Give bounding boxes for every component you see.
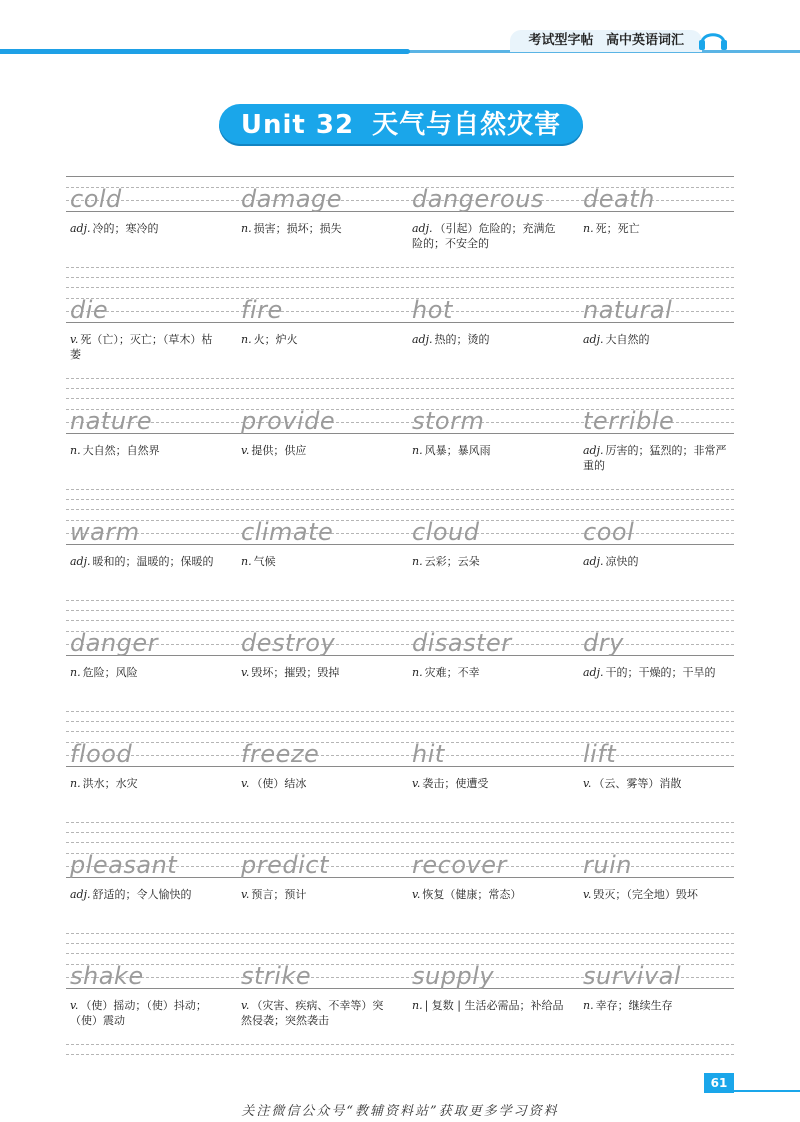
definition-text: （使）摇动；（使）抖动；（使）震动 (70, 999, 207, 1027)
definition-text: （云、雾等）消散 (593, 777, 682, 790)
word-tracing-text: provide (241, 407, 336, 435)
definition-text: 冷的；寒冷的 (92, 222, 159, 235)
part-of-speech: v. (241, 666, 250, 679)
part-of-speech: v. (241, 999, 250, 1012)
guide-line (66, 943, 734, 944)
word-entry (579, 176, 744, 266)
word-definition (241, 221, 393, 236)
word-definition (241, 887, 393, 902)
definition-text: 危险；风险 (82, 666, 138, 679)
part-of-speech: v. (583, 888, 592, 901)
word-entry (237, 509, 402, 599)
unit-topic: 天气与自然灾害 (372, 110, 562, 140)
part-of-speech: v. (70, 333, 79, 346)
part-of-speech: adj. (70, 222, 91, 235)
unit-title (219, 104, 583, 146)
word-entry (237, 842, 402, 932)
guide-line (66, 610, 734, 611)
word-definition (70, 221, 222, 236)
definition-text: 风暴；暴风雨 (424, 444, 491, 457)
definition-text: 预言；预计 (251, 888, 307, 901)
guide-line (66, 489, 734, 490)
word-entry (66, 398, 231, 488)
definition-text: 毁坏；摧毁；毁掉 (251, 666, 340, 679)
word-definition (241, 443, 393, 458)
word-definition (70, 665, 222, 680)
word-tracing-text: predict (241, 851, 329, 879)
word-definition (241, 998, 393, 1028)
guide-line (66, 711, 734, 712)
part-of-speech: adj. (583, 666, 604, 679)
headphones-icon (697, 26, 729, 52)
word-entry (237, 176, 402, 266)
part-of-speech: n. (412, 999, 423, 1012)
word-tracing-text: warm (70, 518, 140, 546)
word-tracing-text: survival (583, 962, 682, 990)
definition-text: 死；死亡 (595, 222, 640, 235)
guide-line (66, 388, 734, 389)
word-definition (412, 443, 564, 458)
word-entry (66, 842, 231, 932)
word-definition (583, 221, 735, 236)
word-tracing-text: cloud (412, 518, 480, 546)
word-entry (237, 287, 402, 377)
word-entry (408, 620, 573, 710)
word-entry (408, 176, 573, 266)
part-of-speech: n. (241, 555, 252, 568)
page-number: 61 (704, 1073, 734, 1093)
word-row (66, 509, 734, 620)
word-tracing-text: damage (241, 185, 343, 213)
header-label-primary: 考试型字帖 (528, 33, 594, 48)
part-of-speech: adj. (412, 222, 433, 235)
word-tracing-text: freeze (241, 740, 320, 768)
part-of-speech: adj. (583, 333, 604, 346)
word-definition (412, 776, 564, 791)
word-tracing-text: cold (70, 185, 122, 213)
header-label-secondary: 高中英语词汇 (605, 33, 684, 48)
vocabulary-grid (66, 176, 734, 1064)
word-tracing-text: storm (412, 407, 485, 435)
word-definition (583, 554, 735, 569)
word-tracing-text: strike (241, 962, 312, 990)
word-definition (241, 776, 393, 791)
word-entry (237, 953, 402, 1043)
word-definition (70, 554, 222, 569)
part-of-speech: v. (241, 777, 250, 790)
definition-text: 大自然的 (605, 333, 650, 346)
part-of-speech: n. (70, 666, 81, 679)
word-entry (408, 731, 573, 821)
word-definition (583, 887, 735, 902)
part-of-speech: adj. (583, 555, 604, 568)
part-of-speech: n. (583, 999, 594, 1012)
word-row (66, 620, 734, 731)
word-entry (66, 731, 231, 821)
word-definition (583, 443, 735, 473)
guide-line (66, 832, 734, 833)
guide-line (66, 822, 734, 823)
word-tracing-text: terrible (583, 407, 675, 435)
word-entry (237, 398, 402, 488)
part-of-speech: n. (70, 444, 81, 457)
definition-text: 凉快的 (605, 555, 639, 568)
word-definition (70, 332, 222, 362)
word-row (66, 398, 734, 509)
word-tracing-text: destroy (241, 629, 336, 657)
definition-text: 袭击；使遭受 (422, 777, 489, 790)
definition-text: （灾害、疾病、不幸等）突然侵袭；突然袭击 (241, 999, 384, 1027)
word-row (66, 842, 734, 953)
definition-text: 大自然；自然界 (82, 444, 160, 457)
definition-text: 热的；烫的 (434, 333, 490, 346)
word-row (66, 953, 734, 1064)
footer-note: 关注微信公众号“教辅资料站”获取更多学习资料 (241, 1104, 559, 1119)
word-definition (70, 887, 222, 902)
guide-line (66, 933, 734, 934)
part-of-speech: v. (70, 999, 79, 1012)
part-of-speech: adj. (412, 333, 433, 346)
guide-line (66, 1044, 734, 1045)
word-entry (237, 620, 402, 710)
part-of-speech: adj. (70, 888, 91, 901)
word-entry (408, 287, 573, 377)
part-of-speech: v. (583, 777, 592, 790)
word-definition (583, 332, 735, 347)
word-tracing-text: fire (241, 296, 283, 324)
definition-text: （引起）危险的；充满危险的；不安全的 (412, 222, 556, 250)
word-row (66, 176, 734, 287)
word-definition (70, 776, 222, 791)
word-tracing-text: hit (412, 740, 445, 768)
word-tracing-text: shake (70, 962, 144, 990)
guide-line (66, 267, 734, 268)
word-definition (412, 665, 564, 680)
word-tracing-text: supply (412, 962, 495, 990)
definition-text: （使）结冰 (251, 777, 307, 790)
word-definition (70, 443, 222, 458)
word-tracing-text: flood (70, 740, 133, 768)
word-row (66, 287, 734, 398)
word-entry (66, 287, 231, 377)
part-of-speech: n. (241, 333, 252, 346)
word-definition (583, 776, 735, 791)
definition-text: 云彩；云朵 (424, 555, 480, 568)
part-of-speech: adj. (583, 444, 604, 457)
part-of-speech: n. (583, 222, 594, 235)
header-label (510, 30, 702, 52)
word-entry (408, 842, 573, 932)
unit-number: Unit 32 (240, 110, 355, 140)
part-of-speech: n. (412, 666, 423, 679)
guide-line (66, 499, 734, 500)
part-of-speech: n. (241, 222, 252, 235)
word-definition (70, 998, 222, 1028)
definition-text: 洪水；水灾 (82, 777, 138, 790)
word-entry (66, 176, 231, 266)
word-definition (583, 998, 735, 1013)
word-entry (579, 731, 744, 821)
word-entry (408, 398, 573, 488)
word-tracing-text: disaster (412, 629, 512, 657)
word-tracing-text: dry (583, 629, 624, 657)
word-tracing-text: lift (583, 740, 617, 768)
guide-line (66, 721, 734, 722)
word-entry (408, 509, 573, 599)
word-definition (412, 887, 564, 902)
word-definition (241, 554, 393, 569)
word-definition (412, 221, 564, 251)
word-tracing-text: hot (412, 296, 453, 324)
definition-text: 气候 (253, 555, 276, 568)
definition-text: 舒适的；令人愉快的 (92, 888, 192, 901)
word-definition (412, 998, 564, 1013)
word-entry (237, 731, 402, 821)
guide-line (66, 277, 734, 278)
word-entry (66, 509, 231, 599)
guide-line (66, 1054, 734, 1055)
word-definition (412, 554, 564, 569)
word-tracing-text: natural (583, 296, 673, 324)
definition-text: 干的；干燥的；干旱的 (605, 666, 716, 679)
definition-text: 毁灭；（完全地）毁坏 (593, 888, 698, 901)
part-of-speech: v. (412, 888, 421, 901)
part-of-speech: n. (70, 777, 81, 790)
part-of-speech: v. (412, 777, 421, 790)
word-entry (66, 620, 231, 710)
part-of-speech: adj. (70, 555, 91, 568)
word-tracing-text: climate (241, 518, 334, 546)
part-of-speech: n. (412, 555, 423, 568)
definition-text: 恢复（健康；常态） (422, 888, 522, 901)
word-definition (583, 665, 735, 680)
footer-rule (734, 1090, 800, 1092)
part-of-speech: v. (241, 444, 250, 457)
word-entry (408, 953, 573, 1043)
definition-text: 厉害的；猛烈的；非常严重的 (583, 444, 727, 472)
definition-text: | 复数 | 生活必需品；补给品 (424, 999, 564, 1012)
word-tracing-text: die (70, 296, 109, 324)
definition-text: 提供；供应 (251, 444, 307, 457)
word-entry (579, 398, 744, 488)
word-row (66, 731, 734, 842)
definition-text: 损害；损坏；损失 (253, 222, 342, 235)
word-tracing-text: ruin (583, 851, 632, 879)
word-tracing-text: recover (412, 851, 507, 879)
guide-line (66, 378, 734, 379)
header-accent-bar (0, 49, 410, 54)
word-entry (579, 953, 744, 1043)
word-entry (579, 287, 744, 377)
definition-text: 暖和的；温暖的；保暖的 (92, 555, 214, 568)
definition-text: 死（亡）；灭亡；（草木）枯萎 (70, 333, 213, 361)
word-definition (241, 665, 393, 680)
part-of-speech: v. (241, 888, 250, 901)
word-definition (412, 332, 564, 347)
word-tracing-text: danger (70, 629, 159, 657)
definition-text: 火；炉火 (253, 333, 298, 346)
word-tracing-text: death (583, 185, 655, 213)
word-tracing-text: cool (583, 518, 635, 546)
word-definition (241, 332, 393, 347)
word-tracing-text: pleasant (70, 851, 178, 879)
word-tracing-text: dangerous (412, 185, 544, 213)
word-entry (579, 509, 744, 599)
word-entry (66, 953, 231, 1043)
word-entry (579, 620, 744, 710)
part-of-speech: n. (412, 444, 423, 457)
definition-text: 幸存；继续生存 (595, 999, 673, 1012)
word-entry (579, 842, 744, 932)
definition-text: 灾难；不幸 (424, 666, 480, 679)
word-tracing-text: nature (70, 407, 153, 435)
guide-line (66, 600, 734, 601)
